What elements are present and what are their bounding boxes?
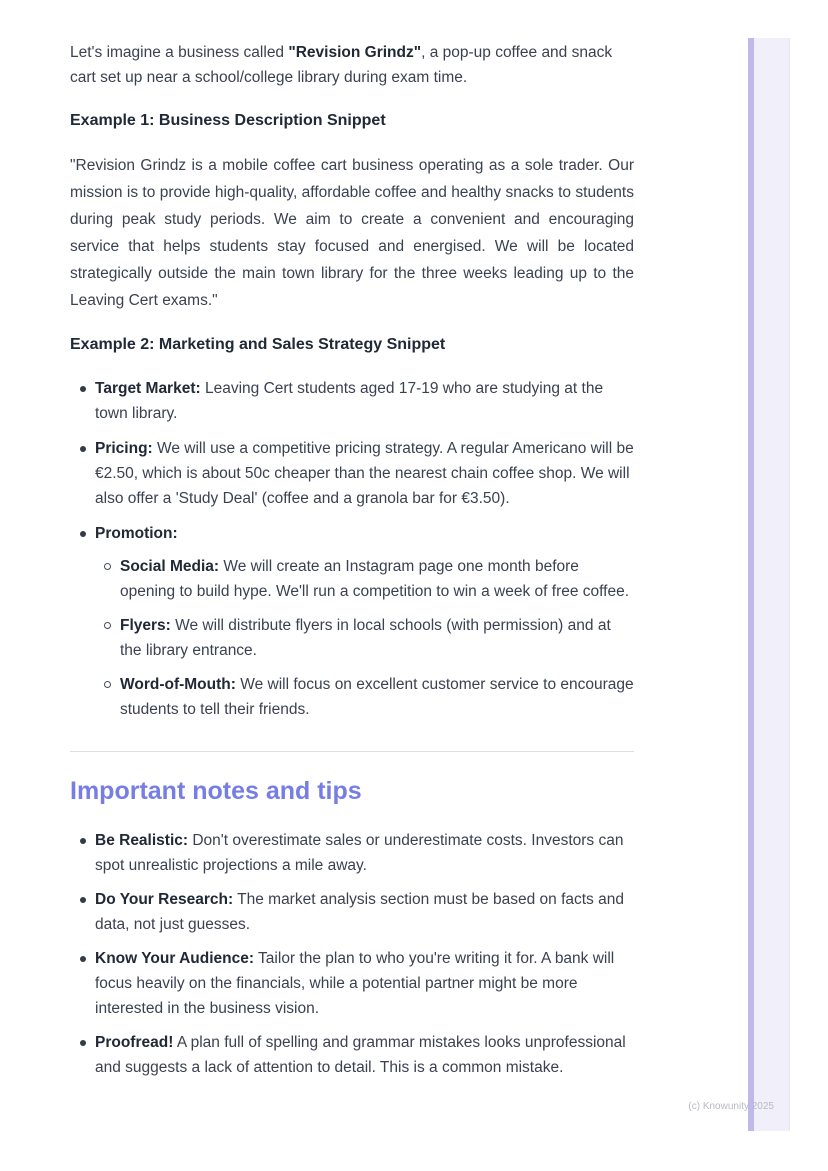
business-name: "Revision Grindz" [288,44,422,61]
circle-bullet-icon [95,554,120,604]
copyright-footer: (c) Knowunity 2025 [688,1101,774,1112]
bullet-icon [70,828,95,878]
item-label: Target Market: [95,380,201,397]
sub-list-item [95,613,634,663]
bullet-icon [70,946,95,1021]
example2-heading: Example 2: Marketing and Sales Strategy Snippet [70,336,446,353]
list-item [70,887,634,937]
notes-list [70,828,634,1080]
item-text: We will use a competitive pricing strategy. A regular Americano will be €2.50, which is about 50c cheaper than the nearest chain coffee shop. We will also offer a 'Study Deal' (coffee and a granola bar for €3.50). [95,440,634,507]
list-item [70,436,634,511]
item-text: Leaving Cert students aged 17-19 who are studying at the town library. [95,380,604,422]
item-text: The market analysis section must be based on facts and data, not just guesses. [95,891,624,933]
circle-bullet-icon [95,672,120,722]
bullet-icon [70,376,95,426]
notes-heading: Important notes and tips [70,777,362,805]
section-divider [70,751,634,752]
intro-paragraph [70,40,634,90]
item-label: Promotion: [95,525,178,542]
item-label: Know Your Audience: [95,950,255,967]
list-item [70,946,634,1021]
bullet-icon [70,521,95,731]
list-item [70,1030,634,1080]
marketing-list [70,376,634,731]
item-label: Flyers: [120,617,171,634]
item-label: Word-of-Mouth: [120,676,236,693]
item-text: We will create an Instagram page one month before opening to build hype. We'll run a competition to win a week of free coffee. [120,558,630,600]
item-label: Be Realistic: [95,832,189,849]
list-item [70,376,634,426]
item-text: Don't overestimate sales or underestimate costs. Investors can spot unrealistic projections a mile away. [95,832,624,874]
item-label: Proofread! [95,1034,174,1051]
item-label: Social Media: [120,558,220,575]
bullet-icon [70,436,95,511]
document-content [70,40,634,1090]
example1-body: "Revision Grindz is a mobile coffee cart business operating as a sole trader. Our mission is to provide high-quality, affordable coffee and healthy snacks to students during peak study periods. We aim to create a convenient and encouraging service that helps students stay focused and energised. We will be located strategically outside the main town library for the three weeks leading up to the Leaving Cert exams." [70,157,634,309]
promotion-sublist [95,554,634,722]
item-label: Pricing: [95,440,153,457]
intro-suffix: , a pop-up coffee and snack cart set up near a school/college library during exam time. [70,44,613,86]
item-label: Do Your Research: [95,891,234,908]
item-text: We will focus on excellent customer service to encourage students to tell their friends. [120,676,634,718]
bullet-icon [70,1030,95,1080]
item-text: Tailor the plan to who you're writing it for. A bank will focus heavily on the financials, while a potential partner might be more interested in the business vision. [95,950,615,1017]
item-text: We will distribute flyers in local schools (with permission) and at the library entrance. [120,617,611,659]
bullet-icon [70,887,95,937]
example1-heading: Example 1: Business Description Snippet [70,112,386,129]
list-item [70,828,634,878]
sub-list-item [95,672,634,722]
list-item [70,521,634,731]
item-text: A plan full of spelling and grammar mistakes looks unprofessional and suggests a lack of attention to detail. This is a common mistake. [95,1034,626,1076]
circle-bullet-icon [95,613,120,663]
scrollbar[interactable] [748,38,790,1131]
intro-prefix: Let's imagine a business called [70,44,289,61]
sub-list-item [95,554,634,604]
scrollbar-track[interactable] [754,38,790,1131]
